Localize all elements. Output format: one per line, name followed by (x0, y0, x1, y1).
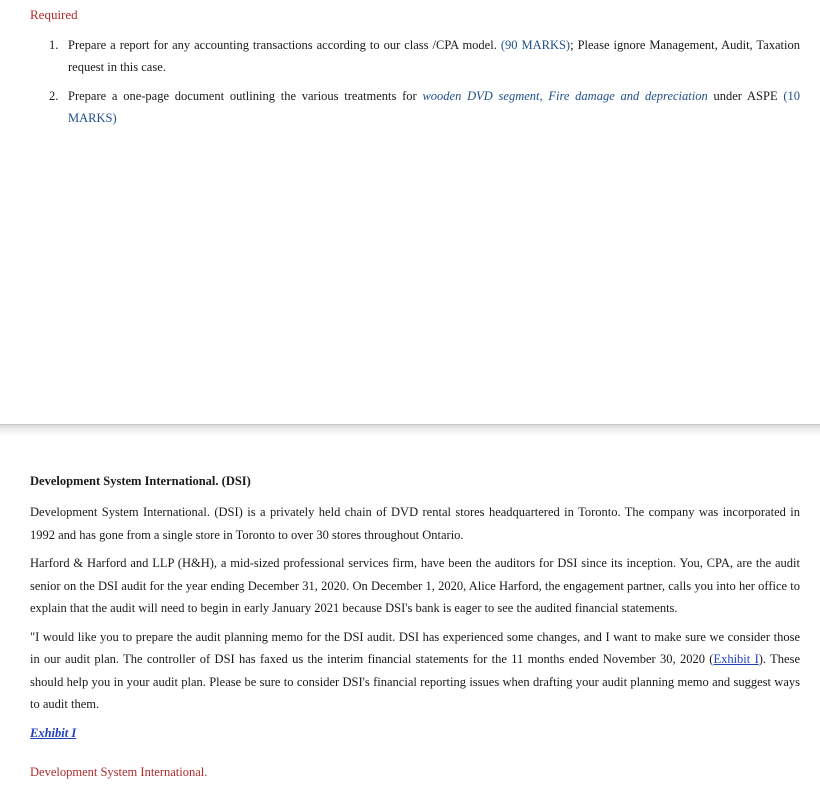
para3-after: ). These should help you in your audit plan. Please be sure to consider DSI's financial reporting issues when drafting your audit planning memo and suggest ways to audit them. (30, 652, 800, 711)
requirement-text-1a: Prepare a report for any accounting transactions according to our class /CPA model. (68, 38, 501, 52)
company-name-footer: Development System International. (30, 765, 208, 779)
case-paragraph-3 (30, 626, 800, 716)
exhibit-heading-link[interactable]: Exhibit I (30, 725, 77, 740)
case-section (30, 470, 800, 744)
requirement-text-2b: under ASPE (707, 89, 784, 103)
requirement-text-1b: ; Please ignore Management, Audit, Taxation request in this case. (68, 38, 800, 74)
required-heading: Required (30, 7, 78, 22)
marks-10: (10 MARKS) (68, 89, 801, 125)
requirement-item-1 (30, 34, 800, 78)
requirement-number: 2. (49, 89, 59, 103)
requirement-item-2 (30, 85, 800, 129)
para3-before: "I would like you to prepare the audit planning memo for the DSI audit. DSI has experienced some changes, and I want to make sure we consider those in our audit plan. The controller of DSI has faxed us the interim financial statements for the 11 months ended November 30, 2020 ( (30, 629, 800, 666)
case-paragraph-2: Harford & Harford and LLP (H&H), a mid-sized professional services firm, have been the auditors for DSI since its inception. You, CPA, are the audit senior on the DSI audit for the year ending December 31, 2020. On December 1, 2020, Alice Harford, the engagement partner, calls you into her office to explain that the audit will need to begin in early January 2021 because DSI's bank is eager to see the audited financial statements. (30, 556, 800, 615)
case-title: Development System International. (DSI) (30, 474, 251, 488)
marks-90: (90 MARKS) (500, 38, 571, 52)
requirements-list (30, 34, 800, 136)
page-break-divider (0, 424, 820, 436)
requirement-text-2a: Prepare a one-page document outlining the various treatments for (68, 89, 423, 103)
exhibit-link[interactable]: Exhibit I (713, 652, 759, 666)
case-paragraph-1: Development System International. (DSI) is a privately held chain of DVD rental stores headquartered in Toronto. The company was incorporated in 1992 and has gone from a single store in Toronto to over 30 stores throughout Ontario. (30, 505, 800, 542)
requirement-number: 1. (49, 38, 59, 52)
treatment-topics: wooden DVD segment, Fire damage and depreciation (422, 89, 708, 103)
